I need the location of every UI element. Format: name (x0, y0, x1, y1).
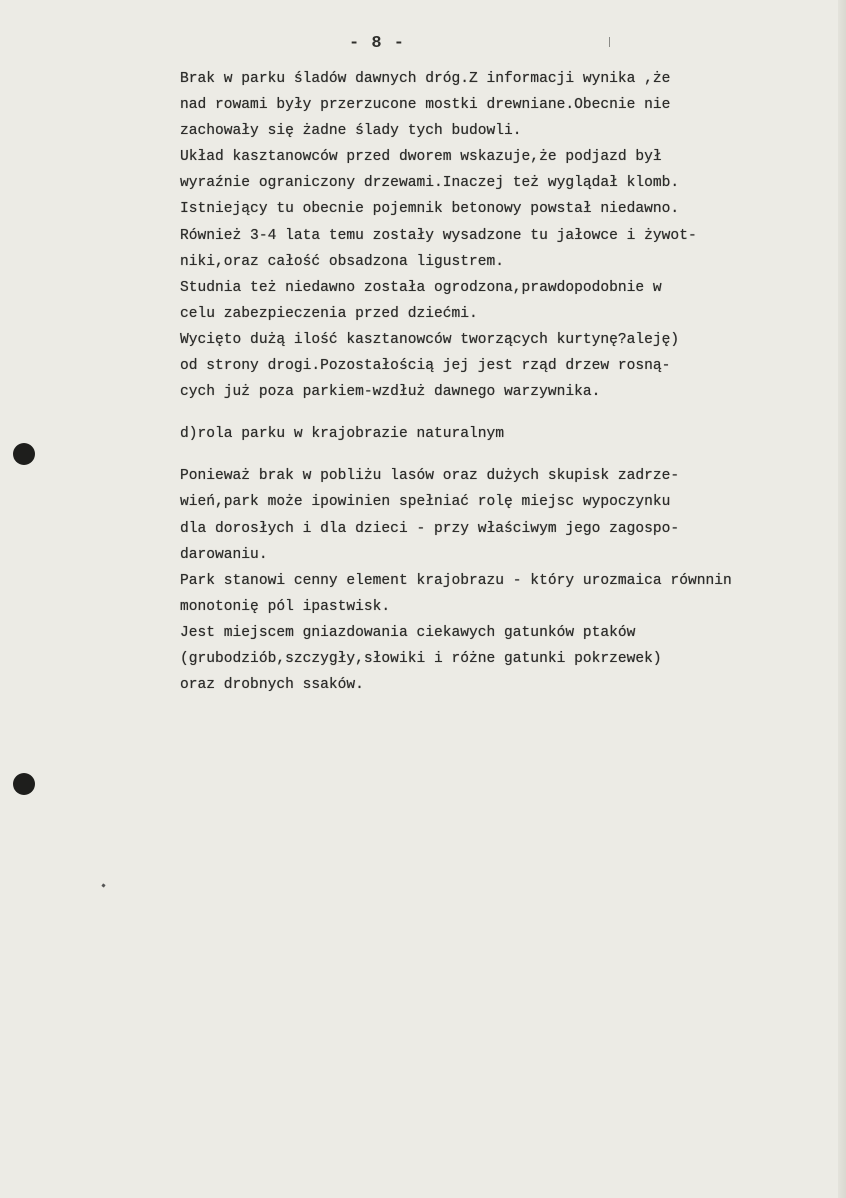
text-line: Park stanowi cenny element krajobrazu - który urozmaica równnin (180, 572, 732, 589)
text-line: Układ kasztanowców przed dworem wskazuje,że podjazd był (180, 149, 662, 166)
text-line: darowaniu. (180, 546, 268, 563)
paragraph-gap (180, 405, 846, 421)
text-line: monotonię pól ipastwisk. (180, 598, 391, 615)
section-heading: d)rola parku w krajobrazie naturalnym (180, 426, 505, 443)
text-line: oraz drobnych ssaków. (180, 677, 364, 694)
page-number: - 8 - (349, 34, 406, 53)
text-line: dla dorosłych i dla dzieci - przy właściwym jego zagospo- (180, 520, 680, 537)
text-line: celu zabezpieczenia przed dziećmi. (180, 305, 478, 322)
text-line: (grubodziób,szczygły,słowiki i różne gatunki pokrzewek) (180, 650, 662, 667)
text-line: od strony drogi.Pozostałością jej jest rząd drzew rosną- (180, 358, 671, 375)
paper-mark (609, 37, 610, 47)
text-line: wyraźnie ograniczony drzewami.Inaczej też wyglądał klomb. (180, 175, 680, 192)
text-line: Również 3-4 lata temu zostały wysadzone tu jałowce i żywot- (180, 227, 697, 244)
typed-text-body (180, 66, 846, 698)
text-line: Istniejący tu obecnie pojemnik betonowy powstał niedawno. (180, 201, 680, 218)
paragraph-gap (180, 447, 846, 463)
text-line: Wycięto dużą ilość kasztanowców tworzących kurtynę?aleję) (180, 331, 680, 348)
text-line: wień,park może ipowinien spełniać rolę miejsc wypoczynku (180, 494, 671, 511)
text-line: Jest miejscem gniazdowania ciekawych gatunków ptaków (180, 624, 636, 641)
text-line: Studnia też niedawno została ogrodzona,prawdopodobnie w (180, 279, 662, 296)
punch-hole (13, 773, 35, 795)
paper-mark (101, 883, 105, 887)
text-line: niki,oraz całość obsadzona ligustrem. (180, 253, 505, 270)
text-line: Brak w parku śladów dawnych dróg.Z informacji wynika ,że (180, 71, 671, 87)
text-line: cych już poza parkiem-wzdłuż dawnego warzywnika. (180, 384, 601, 401)
text-line: Ponieważ brak w pobliżu lasów oraz dużych skupisk zadrze- (180, 468, 680, 485)
text-line: zachowały się żadne ślady tych budowli. (180, 123, 522, 140)
punch-hole (13, 443, 35, 465)
text-line: nad rowami były przerzucone mostki drewniane.Obecnie nie (180, 97, 671, 114)
